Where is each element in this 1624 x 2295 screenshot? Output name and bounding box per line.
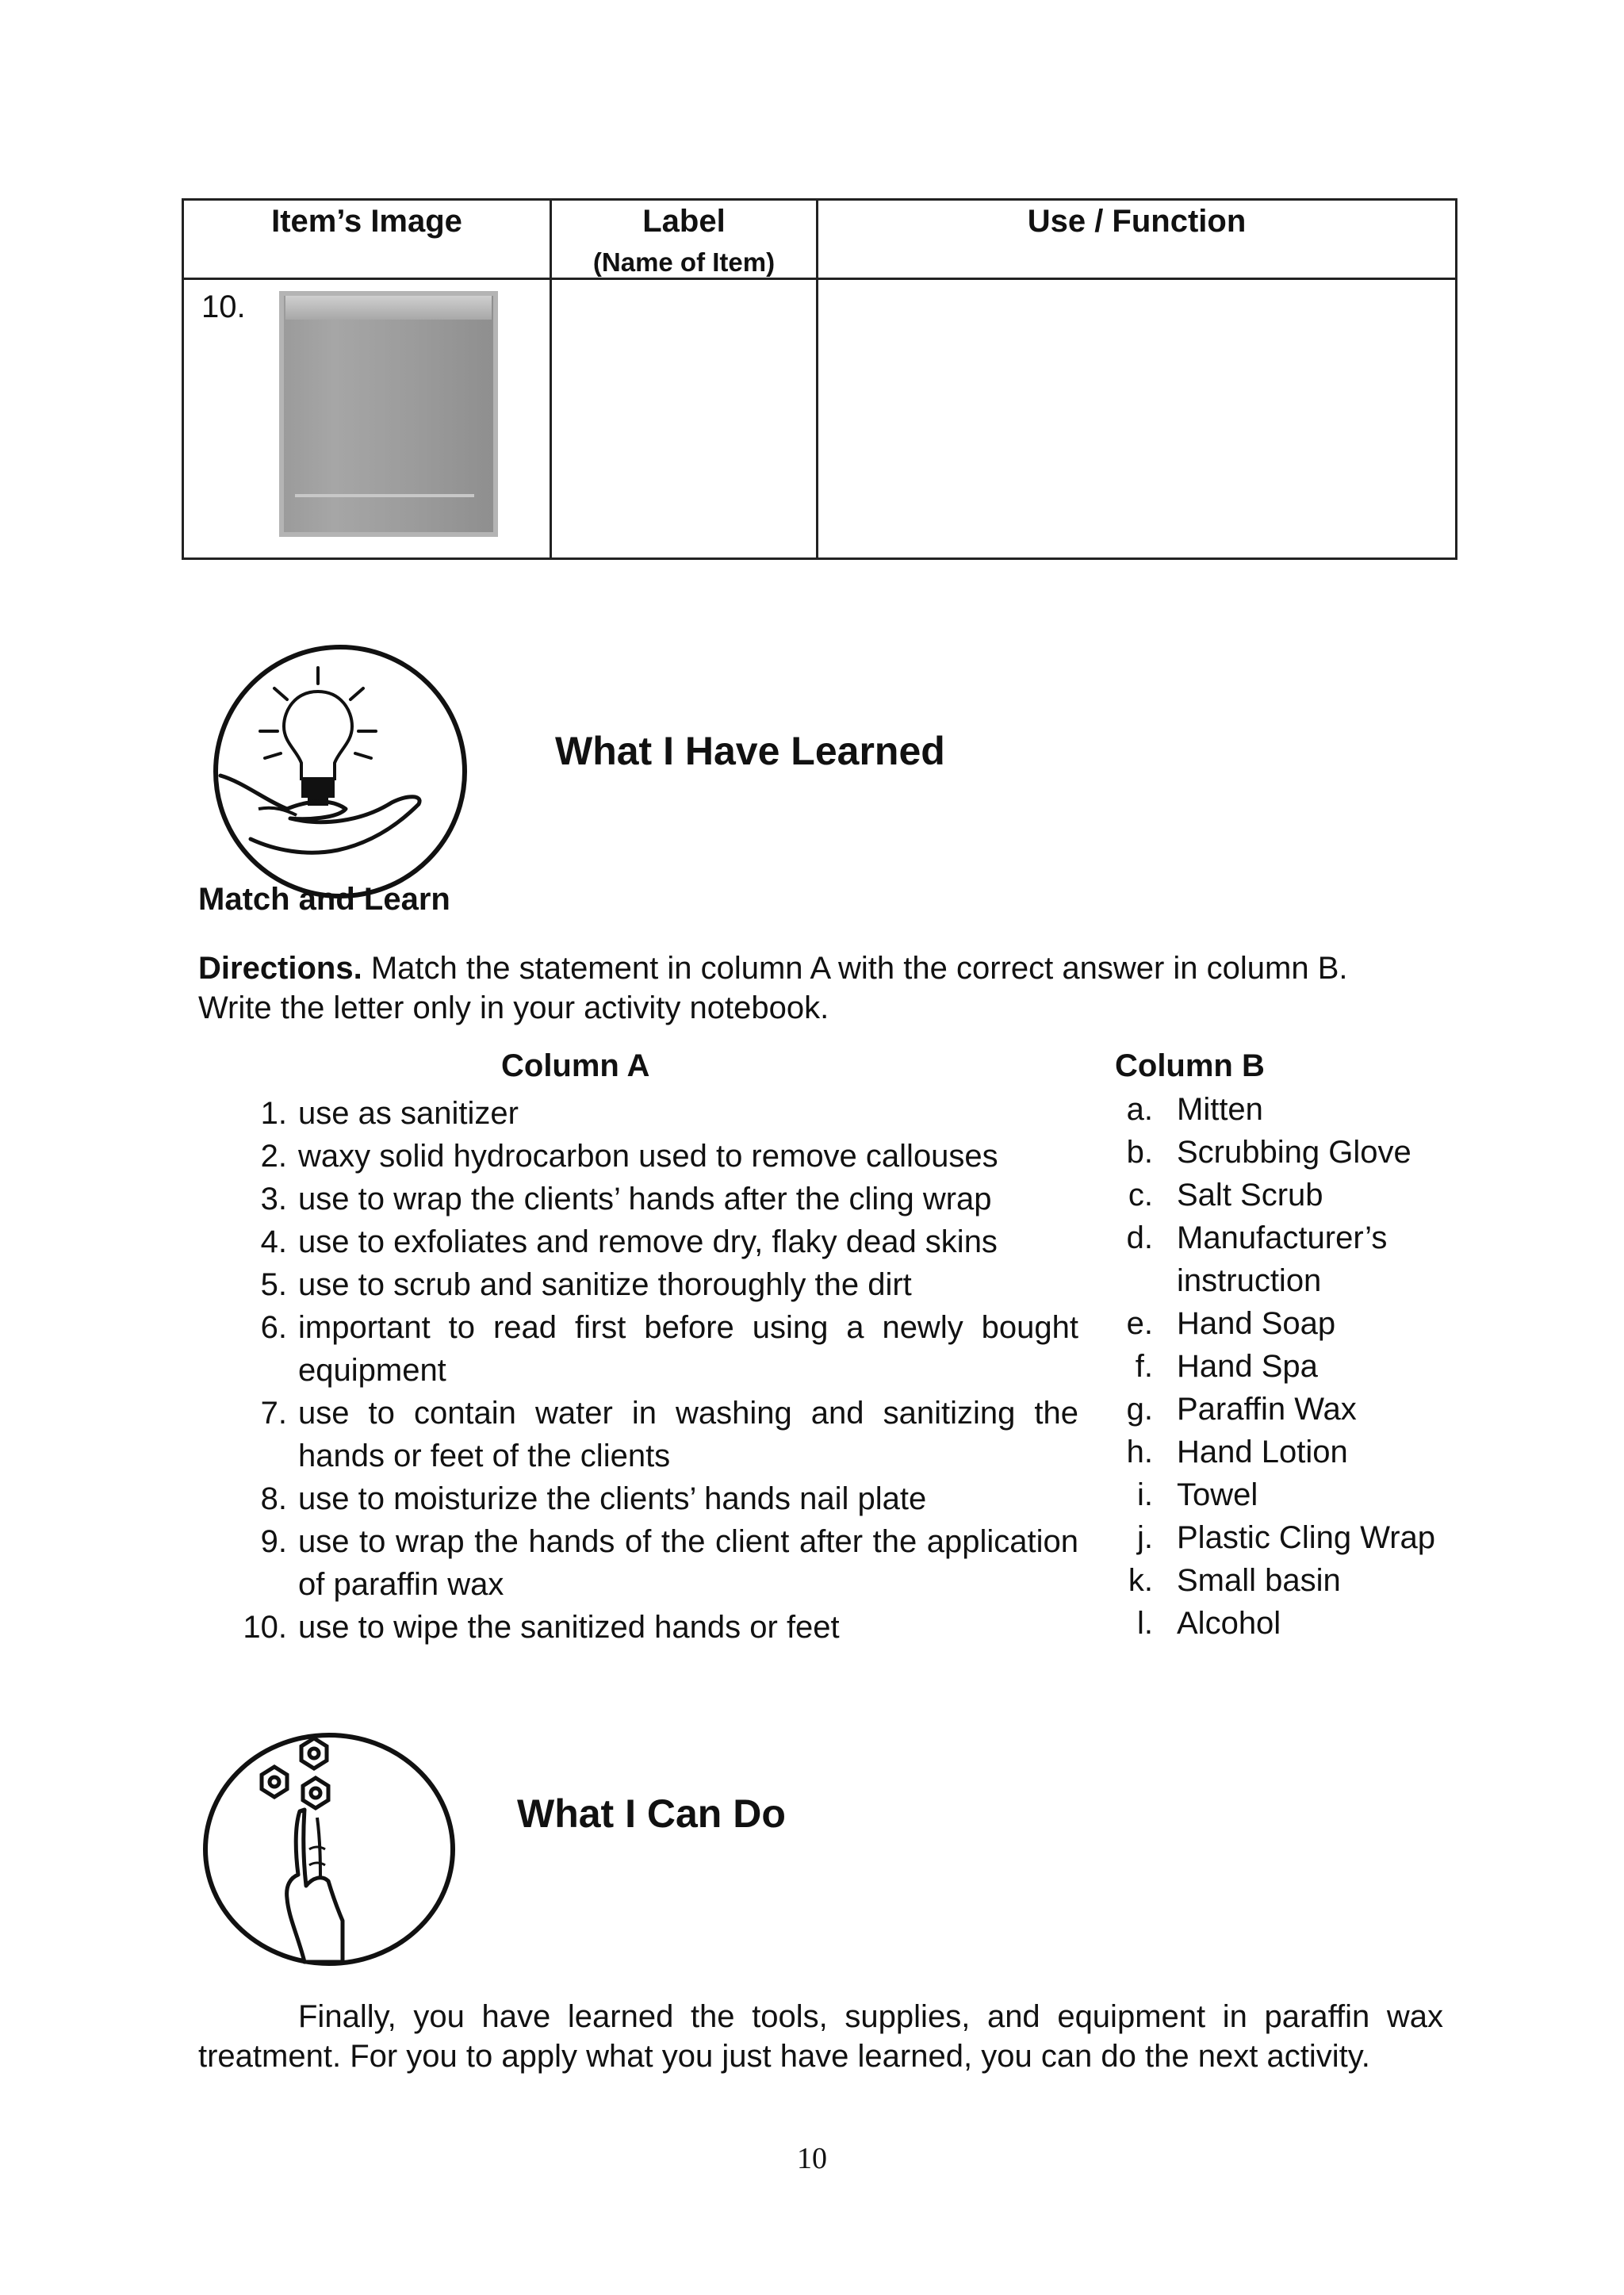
- use-function-cell[interactable]: [818, 279, 1457, 559]
- header-label: Label (Name of Item): [551, 200, 818, 279]
- header-use-function: Use / Function: [818, 200, 1457, 279]
- plastic-bag-image: [279, 291, 498, 537]
- learned-title: What I Have Learned: [555, 729, 945, 773]
- list-item: 9. use to wrap the hands of the client after the application of paraffin wax: [260, 1524, 1078, 1602]
- list-item: c. Salt Scrub: [1128, 1178, 1323, 1213]
- items-table: [182, 198, 1457, 560]
- table-header-row: [183, 200, 1457, 279]
- directions-paragraph: [198, 948, 1404, 1028]
- lightbulb-hand-icon: [211, 642, 469, 901]
- label-cell[interactable]: [551, 279, 818, 559]
- list-item: 5. use to scrub and sanitize thoroughly the dirt: [260, 1267, 912, 1302]
- list-item: a. Mitten: [1126, 1092, 1263, 1127]
- list-item: 10. use to wipe the sanitized hands or feet: [243, 1610, 840, 1645]
- list-item: e. Hand Soap: [1126, 1306, 1336, 1341]
- row-number: 10.: [201, 289, 246, 324]
- list-item: f. Hand Spa: [1135, 1349, 1318, 1384]
- list-item: g. Paraffin Wax: [1126, 1392, 1357, 1427]
- list-item: 3. use to wrap the clients’ hands after the cling wrap: [260, 1182, 992, 1216]
- column-a-list: [238, 1092, 1078, 1649]
- list-item: 8. use to moisturize the clients’ hands nail plate: [260, 1481, 927, 1516]
- can-do-title: What I Can Do: [517, 1791, 786, 1836]
- header-item-image: Item’s Image: [183, 200, 551, 279]
- table-row: [183, 279, 1457, 559]
- list-item: 1. use as sanitizer: [260, 1096, 519, 1131]
- directions-label: Directions.: [198, 951, 362, 986]
- column-b-title: Column B: [1115, 1048, 1265, 1083]
- can-do-paragraph: Finally, you have learned the tools, supplies, and equipment in paraffin wax treatment. For you to apply what you just have learned, you can do the next activity.: [198, 1999, 1443, 2074]
- list-item: l. Alcohol: [1137, 1606, 1281, 1641]
- item-image-cell: [183, 279, 551, 559]
- list-item: i. Towel: [1137, 1477, 1258, 1512]
- list-item: k. Small basin: [1128, 1563, 1341, 1598]
- page-number: 10: [797, 2142, 827, 2175]
- list-item: b. Scrubbing Glove: [1126, 1135, 1411, 1170]
- list-item: 6. important to read first before using a newly bought equipment: [260, 1310, 1078, 1388]
- hand-nuts-icon: [201, 1730, 457, 1968]
- list-item: j. Plastic Cling Wrap: [1137, 1520, 1436, 1555]
- list-item: 4. use to exfoliates and remove dry, flaky dead skins: [260, 1224, 998, 1259]
- column-a-title: Column A: [501, 1048, 650, 1083]
- list-item: 2. waxy solid hydrocarbon used to remove callouses: [260, 1139, 998, 1174]
- match-and-learn-heading: Match and Learn: [198, 882, 450, 917]
- header-label-sub: (Name of Item): [592, 247, 776, 277]
- list-item: d. Manufacturer’s instruction: [1126, 1220, 1388, 1298]
- column-b-list: [1115, 1088, 1480, 1645]
- directions-text: Match the statement in column A with the correct answer in column B. Write the letter only in your activity notebook.: [198, 951, 1348, 1025]
- list-item: h. Hand Lotion: [1126, 1435, 1348, 1469]
- list-item: 7. use to contain water in washing and sanitizing the hands or feet of the clients: [260, 1396, 1078, 1473]
